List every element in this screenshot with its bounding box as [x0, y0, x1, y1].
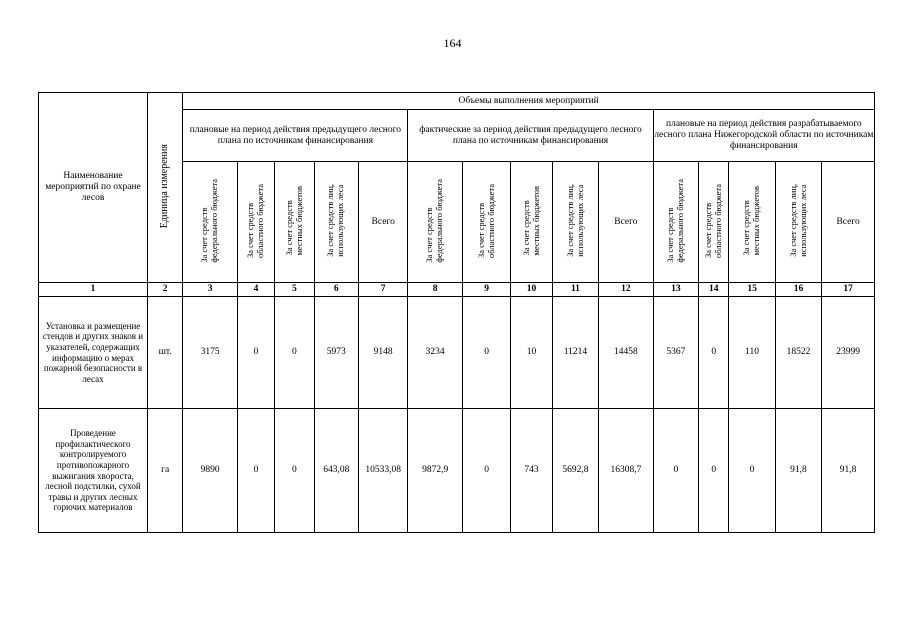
row-value: 5367: [653, 297, 698, 409]
row-value: 14458: [599, 297, 654, 409]
header-name: Наименование мероприятий по охране лесов: [45, 171, 141, 203]
row-value: 9148: [358, 297, 407, 409]
column-number: 9: [462, 283, 510, 297]
header-group-planned-prev: плановые на период действия предыдущего лесного плана по источникам финансирования: [183, 110, 408, 162]
header-regional-3: За счет средств областного бюджета: [702, 183, 723, 258]
header-unit-cell: [148, 93, 183, 283]
row-value: 11214: [552, 297, 598, 409]
row-value: 9890: [183, 409, 238, 533]
column-number: 2: [148, 283, 183, 297]
header-local-1: За счет средств местных бюджетов: [283, 186, 304, 256]
column-number: 13: [653, 283, 698, 297]
row-value: 91,8: [775, 409, 821, 533]
column-number: 10: [511, 283, 552, 297]
column-number: 17: [822, 283, 875, 297]
column-number: 12: [599, 283, 654, 297]
header-total-1: Всего: [358, 162, 407, 283]
header-federal-2: За счет средств федерального бюджета: [424, 179, 445, 263]
row-value: 0: [237, 409, 274, 533]
header-persons-2: За счет средств лиц, использующих леса: [564, 184, 585, 258]
fire-safety-table: [38, 92, 875, 533]
row-value: 23999: [822, 297, 875, 409]
header-volumes: Объемы выполнения мероприятий: [183, 93, 875, 110]
header-regional-2: За счет средств областного бюджета: [475, 183, 496, 258]
header-total-2: Всего: [599, 162, 654, 283]
column-number: 4: [237, 283, 274, 297]
column-number: 6: [314, 283, 358, 297]
row-name: Проведение профилактического контролируемого противопожарного выжигания хвороста, лесной подстилки, сухой травы и других лесных горючих материалов: [39, 409, 148, 533]
row-unit: га: [148, 409, 183, 533]
header-regional-1: За счет средств областного бюджета: [245, 183, 266, 258]
row-value: 18522: [775, 297, 821, 409]
row-value: 0: [462, 409, 510, 533]
header-group-actual-prev: фактические за период действия предыдущего лесного плана по источникам финансирования: [408, 110, 653, 162]
row-name: Установка и размещение стендов и других знаков и указателей, содержащих информацию о мерах пожарной безопасности в лесах: [39, 297, 148, 409]
header-name-cell: [39, 93, 148, 283]
row-value: 9872,9: [408, 409, 463, 533]
header-persons-3: За счет средств лиц, использующих леса: [787, 184, 808, 258]
row-value: 91,8: [822, 409, 875, 533]
column-number: 14: [699, 283, 729, 297]
row-value: 5692,8: [552, 409, 598, 533]
row-value: 0: [275, 297, 314, 409]
row-value: 0: [462, 297, 510, 409]
column-number: 7: [358, 283, 407, 297]
header-unit: Единица измерения: [159, 144, 171, 229]
table-row: [39, 409, 875, 533]
column-number: 5: [275, 283, 314, 297]
header-total-3: Всего: [822, 162, 875, 283]
header-persons-1: За счет средств лиц, использующих леса: [325, 184, 346, 258]
column-number: 3: [183, 283, 238, 297]
header-local-2: За счет средств местных бюджетов: [520, 186, 541, 256]
column-number: 1: [39, 283, 148, 297]
row-value: 0: [653, 409, 698, 533]
row-value: 5973: [314, 297, 358, 409]
header-local-3: За счет средств местных бюджетов: [741, 186, 762, 256]
row-value: 110: [729, 297, 775, 409]
header-row-1: [39, 93, 875, 110]
column-number: 11: [552, 283, 598, 297]
column-number: 8: [408, 283, 463, 297]
row-value: 0: [729, 409, 775, 533]
column-number-row: [39, 283, 875, 297]
row-unit: шт.: [148, 297, 183, 409]
row-value: 0: [275, 409, 314, 533]
header-group-planned-new: плановые на период действия разрабатываемого лесного плана Нижегородской области по источникам финансирования: [653, 110, 874, 162]
column-number: 15: [729, 283, 775, 297]
header-federal-1: За счет средств федерального бюджета: [199, 179, 220, 263]
row-value: 3175: [183, 297, 238, 409]
header-federal-3: За счет средств федерального бюджета: [665, 179, 685, 263]
row-value: 16308,7: [599, 409, 654, 533]
row-value: 743: [511, 409, 552, 533]
row-value: 0: [237, 297, 274, 409]
row-value: 0: [699, 297, 729, 409]
row-value: 643,08: [314, 409, 358, 533]
row-value: 10: [511, 297, 552, 409]
page-number: 164: [443, 36, 462, 50]
column-number: 16: [775, 283, 821, 297]
row-value: 10533,08: [358, 409, 407, 533]
row-value: 3234: [408, 297, 463, 409]
row-value: 0: [699, 409, 729, 533]
table-row: [39, 297, 875, 409]
